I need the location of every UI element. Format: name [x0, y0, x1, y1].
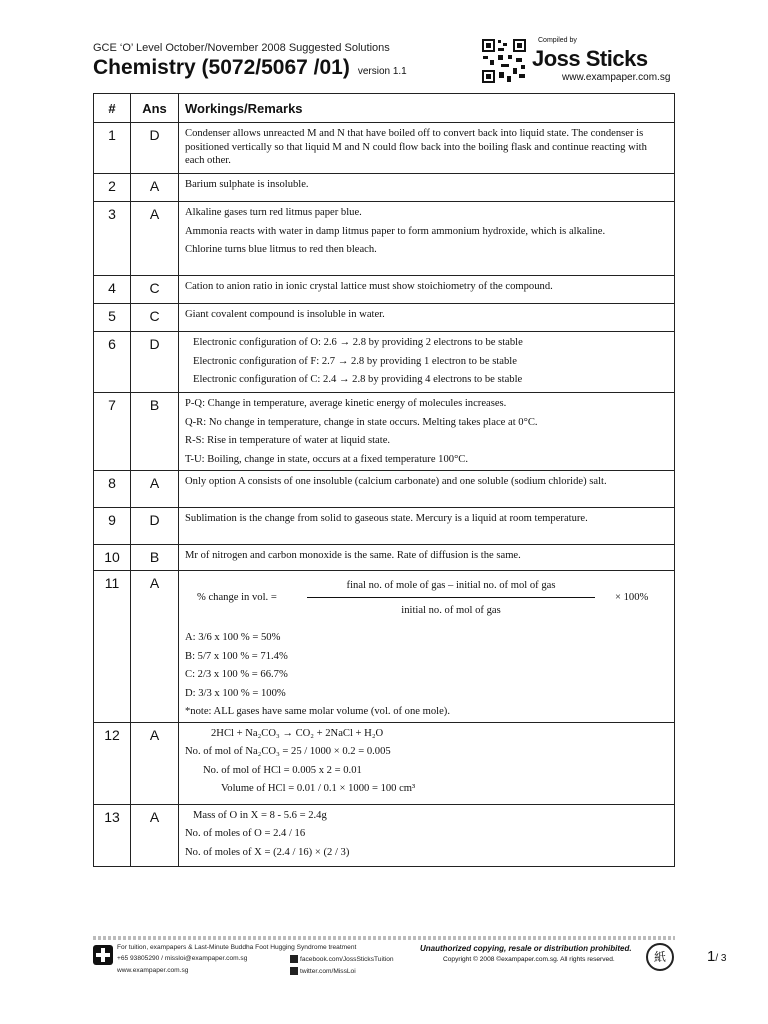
question-number: 11 [94, 571, 131, 723]
question-number: 12 [94, 722, 131, 804]
twitter-icon [290, 967, 298, 975]
table-row [94, 304, 675, 332]
answer-letter: D [131, 123, 179, 174]
workings: Mr of nitrogen and carbon monoxide is the same. Rate of diffusion is the same. [179, 545, 675, 571]
question-number: 2 [94, 174, 131, 202]
workings: Only option A consists of one insoluble (calcium carbonate) and one soluble (sodium chloride) salt. [179, 471, 675, 508]
table-row [94, 332, 675, 393]
copyright-text: Copyright © 2008 ©exampaper.com.sg. All rights reserved. [443, 956, 615, 963]
answer-letter: B [131, 393, 179, 471]
table-row [94, 393, 675, 471]
workings: % change in vol. = $\frac{\text{final no. of mole of gas – initial no. of mol of gas}}{\text{initial no. of mol of gas}}$ × 100% A: 3/6 x 100 % = 50% B: 5/7 x 100 % = 71.4% C: 2/3 x 100 % = 66.7% D: 3/3 x 100 % = 100% *note: ALL gases have same molar volume (vol. of one mole). [179, 571, 675, 723]
answer-letter: A [131, 202, 179, 276]
answer-letter: A [131, 471, 179, 508]
compiled-by-label: Compiled by [538, 37, 577, 44]
workings: Condenser allows unreacted M and N that have boiled off to convert back into liquid state. The condenser is positioned vertically so that liquid M and N could flow back into the boiling flask and continue reacting with each other. [179, 123, 675, 174]
answer-letter: C [131, 304, 179, 332]
question-number: 3 [94, 202, 131, 276]
question-number: 13 [94, 804, 131, 866]
workings: Sublimation is the change from solid to gaseous state. Mercury is a liquid at room temperature. [179, 508, 675, 545]
workings: Electronic configuration of O: 2.6 → 2.8 by providing 2 electrons to be stable Electronic configuration of F: 2.7 → 2.8 by providing 1 electron to be stable Electronic configuration of C: 2.4 → 2.8 by providing 4 electrons to be stable [179, 332, 675, 393]
facebook-icon [290, 955, 298, 963]
question-number: 1 [94, 123, 131, 174]
workings: 2HCl + Na₂CO₃ → CO₂ + 2NaCl + H₂O No. of mol of Na₂CO₃ = 25 / 1000 × 0.2 = 0.005 No. of mol of HCl = 0.005 x 2 = 0.01 Volume of HCl = 0.01 / 0.1 × 1000 = 100 cm³ [179, 722, 675, 804]
stamp-icon: 紙 [646, 943, 674, 971]
page-number: 1/ 3 [707, 948, 727, 965]
document-subtitle: GCE ‘O’ Level October/November 2008 Suggested Solutions [93, 42, 390, 54]
table-row [94, 123, 675, 174]
workings: P-Q: Change in temperature, average kinetic energy of molecules increases. Q-R: No change in temperature, change in state occurs. Melting takes place at 0°C. R-S: Rise in temperature of water at liquid state. T-U: Boiling, change in state, occurs at a fixed temperature 100°C. [179, 393, 675, 471]
table-row [94, 508, 675, 545]
question-number: 6 [94, 332, 131, 393]
workings: Mass of O in X = 8 - 5.6 = 2.4g No. of moles of O = 2.4 / 16 No. of moles of X = (2.4 / 16) × (2 / 3) [179, 804, 675, 866]
document-title: Chemistry (5072/5067 /01) version 1.1 [93, 56, 407, 79]
question-number: 5 [94, 304, 131, 332]
medical-cross-icon [93, 945, 113, 965]
table-row [94, 571, 675, 723]
table-row [94, 471, 675, 508]
question-number: 8 [94, 471, 131, 508]
brand-logo: Joss Sticks [532, 46, 648, 71]
footer-divider [93, 936, 675, 940]
footer-facebook[interactable]: facebook.com/JossSticksTuition [290, 955, 394, 963]
answer-letter: B [131, 545, 179, 571]
table-row [94, 202, 675, 276]
table-row [94, 174, 675, 202]
workings: Barium sulphate is insoluble. [179, 174, 675, 202]
answer-letter: A [131, 804, 179, 866]
footer-twitter[interactable]: twitter.com/MissLoi [290, 967, 356, 975]
answer-letter: A [131, 722, 179, 804]
table-header-row [94, 94, 675, 123]
footer-site[interactable]: www.exampaper.com.sg [117, 967, 189, 974]
brand-url[interactable]: www.exampaper.com.sg [562, 72, 671, 83]
answer-letter: D [131, 508, 179, 545]
answer-letter: A [131, 571, 179, 723]
header-workings: Workings/Remarks [179, 94, 675, 123]
table-row [94, 722, 675, 804]
header-number: # [94, 94, 131, 123]
header-answer: Ans [131, 94, 179, 123]
question-number: 9 [94, 508, 131, 545]
question-number: 7 [94, 393, 131, 471]
table-row [94, 276, 675, 304]
answer-letter: A [131, 174, 179, 202]
question-number: 4 [94, 276, 131, 304]
qr-code-icon [481, 38, 527, 84]
workings: Cation to anion ratio in ionic crystal lattice must show stoichiometry of the compound. [179, 276, 675, 304]
footer-contact[interactable]: +65 93805290 / missloi@exampaper.com.sg [117, 955, 248, 962]
version-label: version 1.1 [357, 66, 407, 77]
answer-letter: C [131, 276, 179, 304]
answer-letter: D [131, 332, 179, 393]
table-row [94, 545, 675, 571]
table-row [94, 804, 675, 866]
copy-warning: Unauthorized copying, resale or distribution prohibited. [420, 944, 632, 953]
percent-change-formula: % change in vol. = $\frac{\text{final no. of mole of gas – initial no. of mol of gas}}{\text{initial no. of mol of gas}}$ × 100% [197, 580, 649, 616]
solutions-table [93, 93, 675, 867]
workings: Giant covalent compound is insoluble in water. [179, 304, 675, 332]
workings: Alkaline gases turn red litmus paper blue. Ammonia reacts with water in damp litmus paper to form ammonium hydroxide, which is alkaline. Chlorine turns blue litmus to red then bleach. [179, 202, 675, 276]
question-number: 10 [94, 545, 131, 571]
footer-tuition-text: For tuition, exampapers & Last-Minute Buddha Foot Hugging Syndrome treatment [117, 944, 357, 951]
